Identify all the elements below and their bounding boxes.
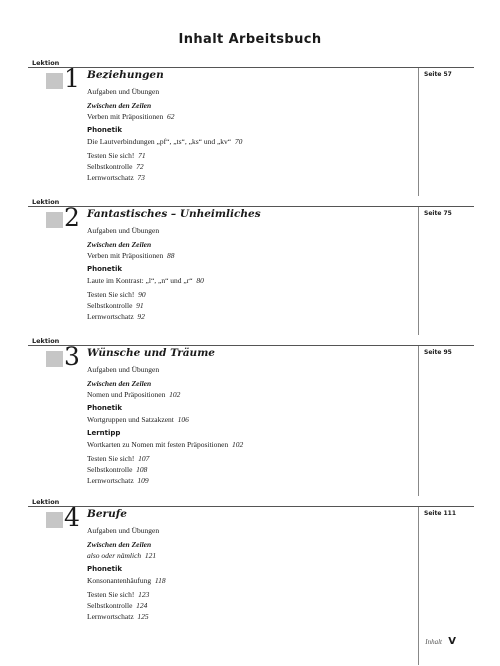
testen-entry xyxy=(87,453,243,464)
divider xyxy=(28,206,474,207)
number-box xyxy=(46,512,63,528)
lernwortschatz-entry xyxy=(87,311,204,322)
phonetik-entry xyxy=(87,136,242,147)
zwischen-den-zeilen-heading: Zwischen den Zeilen xyxy=(87,240,152,249)
lesson-label: Lektion xyxy=(32,337,60,345)
entry-text: Selbstkontrolle xyxy=(87,162,133,171)
entry-page: 80 xyxy=(196,276,204,285)
selbstkontrolle-entry xyxy=(87,300,204,311)
selbstkontrolle-entry xyxy=(87,464,243,475)
lesson-contents xyxy=(87,86,242,183)
entry-page: 70 xyxy=(234,137,243,146)
aufgaben-entry: Aufgaben und Übungen xyxy=(87,87,160,96)
phonetik-entry xyxy=(87,275,204,286)
entry-page: 109 xyxy=(137,476,149,485)
testen-entry xyxy=(87,150,242,161)
entry-text: Selbstkontrolle xyxy=(87,465,133,474)
entry-text: Lernwortschatz xyxy=(87,312,134,321)
entry-page: 73 xyxy=(137,173,145,182)
entry-text: Lernwortschatz xyxy=(87,476,134,485)
page-title: Inhalt Arbeitsbuch xyxy=(178,32,322,47)
lernwortschatz-entry xyxy=(87,475,243,486)
entry-page: 88 xyxy=(167,251,175,260)
selbstkontrolle-entry xyxy=(87,600,166,611)
entry-page: 72 xyxy=(136,162,144,171)
entry-page: 123 xyxy=(138,590,150,599)
entry-page: 108 xyxy=(136,465,148,474)
zwischen-den-zeilen-heading: Zwischen den Zeilen xyxy=(87,540,152,549)
zwischen-den-zeilen-entry xyxy=(87,111,242,122)
entry-text: Verben mit Präpositionen xyxy=(87,112,164,121)
lesson-contents xyxy=(87,364,243,486)
selbstkontrolle-entry xyxy=(87,161,242,172)
entry-text: Testen Sie sich! xyxy=(87,454,135,463)
lernwortschatz-entry xyxy=(87,172,242,183)
lesson-title: Fantastisches – Unheimliches xyxy=(87,208,261,220)
lesson-number: 3 xyxy=(64,342,80,371)
number-box xyxy=(46,351,63,367)
lesson-contents xyxy=(87,525,166,622)
entry-text: Lernwortschatz xyxy=(87,173,134,182)
entry-text: Wortkarten zu Nomen mit festen Präpositionen xyxy=(87,440,229,449)
column-divider xyxy=(418,507,419,665)
lernwortschatz-entry xyxy=(87,611,166,622)
lerntipp-heading: Lerntipp xyxy=(87,429,121,437)
entry-text: Verben mit Präpositionen xyxy=(87,251,164,260)
lesson-page: Seite 95 xyxy=(424,349,452,356)
entry-page: 90 xyxy=(138,290,146,299)
lesson-title: Berufe xyxy=(87,508,127,520)
phonetik-heading: Phonetik xyxy=(87,565,123,573)
zwischen-den-zeilen-heading: Zwischen den Zeilen xyxy=(87,101,152,110)
lesson-title: Wünsche und Träume xyxy=(87,347,215,359)
entry-text: Konsonantenhäufung xyxy=(87,576,152,585)
zwischen-den-zeilen-entry xyxy=(87,250,204,261)
entry-page: 102 xyxy=(169,390,181,399)
page-number: V xyxy=(448,636,456,647)
lesson-label: Lektion xyxy=(32,498,60,506)
entry-text: Laute im Kontrast: „l“, „n“ und „r“ xyxy=(87,276,193,285)
entry-text: Testen Sie sich! xyxy=(87,290,135,299)
divider xyxy=(28,67,474,68)
entry-page: 92 xyxy=(137,312,145,321)
phonetik-heading: Phonetik xyxy=(87,126,123,134)
entry-page: 91 xyxy=(136,301,144,310)
phonetik-entry xyxy=(87,575,166,586)
entry-page: 125 xyxy=(137,612,149,621)
lesson-number: 4 xyxy=(64,503,80,532)
lesson-page: Seite 57 xyxy=(424,71,452,78)
entry-text: Testen Sie sich! xyxy=(87,151,135,160)
aufgaben-entry: Aufgaben und Übungen xyxy=(87,226,160,235)
lesson-page: Seite 111 xyxy=(424,510,456,517)
lesson-title: Beziehungen xyxy=(87,69,164,81)
entry-page: 62 xyxy=(167,112,175,121)
divider xyxy=(28,345,474,346)
column-divider xyxy=(418,68,419,196)
testen-entry xyxy=(87,289,204,300)
phonetik-heading: Phonetik xyxy=(87,265,123,273)
zwischen-den-zeilen-heading: Zwischen den Zeilen xyxy=(87,379,152,388)
lesson-number: 2 xyxy=(64,203,80,232)
lesson-number: 1 xyxy=(64,64,80,93)
lesson-label: Lektion xyxy=(32,198,60,206)
phonetik-entry xyxy=(87,414,243,425)
divider xyxy=(28,506,474,507)
entry-text: Selbstkontrolle xyxy=(87,301,133,310)
number-box xyxy=(46,73,63,89)
column-divider xyxy=(418,207,419,335)
lesson-contents xyxy=(87,225,204,322)
entry-page: 124 xyxy=(136,601,148,610)
entry-page: 118 xyxy=(154,576,166,585)
zwischen-den-zeilen-entry xyxy=(87,550,166,561)
entry-text: Selbstkontrolle xyxy=(87,601,133,610)
aufgaben-entry: Aufgaben und Übungen xyxy=(87,526,160,535)
column-divider xyxy=(418,346,419,496)
entry-text: Wortgruppen und Satzakzent xyxy=(87,415,174,424)
phonetik-heading: Phonetik xyxy=(87,404,123,412)
lesson-page: Seite 75 xyxy=(424,210,452,217)
entry-page: 121 xyxy=(144,551,157,560)
entry-text: also oder nämlich xyxy=(87,551,142,560)
number-box xyxy=(46,212,63,228)
entry-text: Testen Sie sich! xyxy=(87,590,135,599)
entry-page: 107 xyxy=(138,454,150,463)
entry-page: 106 xyxy=(177,415,189,424)
entry-text: Nomen und Präpositionen xyxy=(87,390,166,399)
lerntipp-entry xyxy=(87,439,243,450)
entry-text: Lernwortschatz xyxy=(87,612,134,621)
entry-page: 71 xyxy=(138,151,146,160)
testen-entry xyxy=(87,589,166,600)
lesson-label: Lektion xyxy=(32,59,60,67)
aufgaben-entry: Aufgaben und Übungen xyxy=(87,365,160,374)
footer-label: Inhalt xyxy=(425,638,442,646)
entry-text: Die Lautverbindungen „pf“, „ts“, „ks“ und „kv“ xyxy=(87,137,232,146)
zwischen-den-zeilen-entry xyxy=(87,389,243,400)
entry-page: 102 xyxy=(232,440,244,449)
